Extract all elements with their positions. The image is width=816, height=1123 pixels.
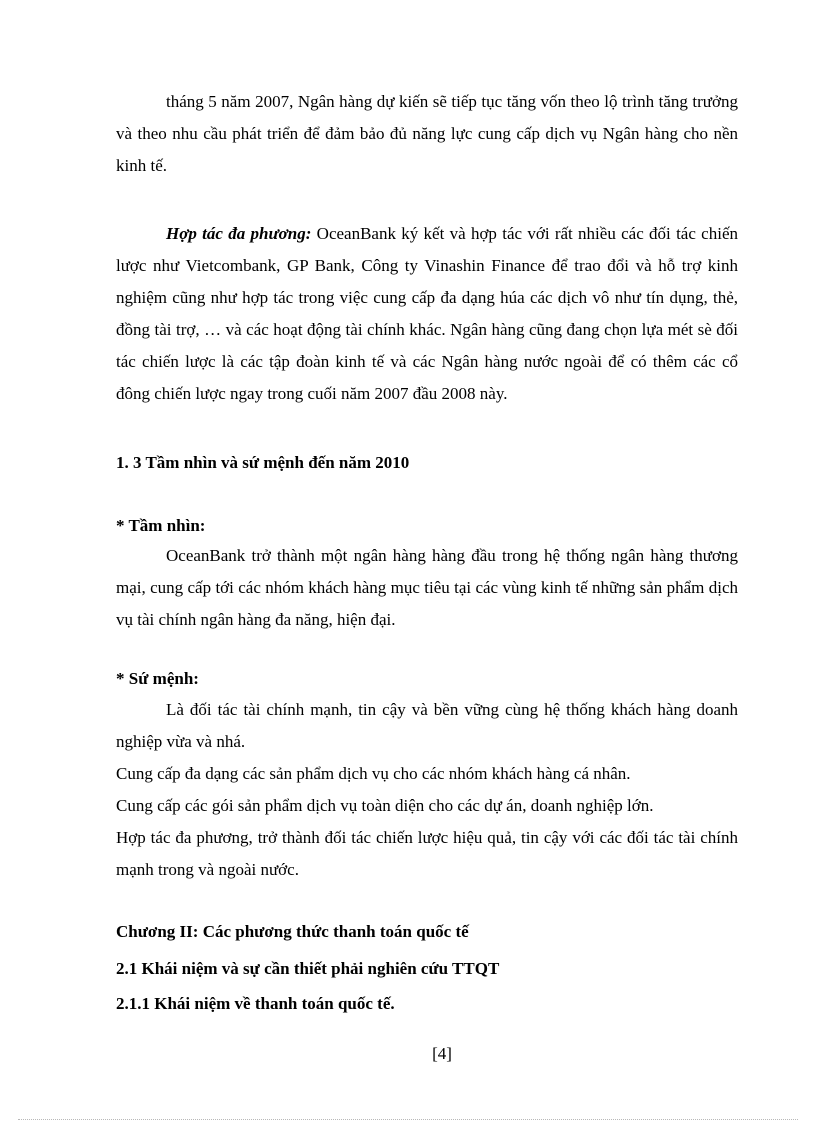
vision-paragraph: OceanBank trở thành một ngân hàng hàng đầu trong hệ thống ngân hàng thương mại, cung cấp tới các nhóm khách hàng mục tiêu tại các vùng kinh tế những sản phẩm dịch vụ tài chính ngân hàng đa năng, hiện đại. [116, 546, 738, 629]
section-heading-2-1-1: 2.1.1 Khái niệm về thanh toán quốc tế. [116, 994, 395, 1013]
chapter-heading: Chương II: Các phương thức thanh toán quốc tế [116, 922, 469, 941]
mission-line-strategic-partnership: Hợp tác đa phương, trở thành đối tác chiến lược hiệu quả, tin cậy với các đối tác tài chính mạnh trong và ngoài nước. [116, 828, 738, 879]
page-bottom-divider [18, 1119, 798, 1120]
mission-line-individual-customers: Cung cấp đa dạng các sản phẩm dịch vụ cho các nhóm khách hàng cá nhân. [116, 764, 631, 783]
paragraph-multilateral-cooperation [116, 218, 738, 410]
section-heading-2-1: 2.1 Khái niệm và sự cần thiết phải nghiên cứu TTQT [116, 959, 500, 978]
multilateral-cooperation-text: OceanBank ký kết và hợp tác với rất nhiều các đối tác chiến lược như Vietcombank, GP Bank, Công ty Vinashin Finance để trao đổi và hỗ trợ kinh nghiệm cũng như hợp tác trong việc cung cấp đa dạng húa các dịch vô như tín dụng, thẻ, đồng tài trợ, … và các hoạt động tài chính khác. Ngân hàng cũng đang chọn lựa mét sè đối tác chiến lược là các tập đoàn kinh tế và các Ngân hàng nước ngoài để có thêm các cổ đông chiến lược ngay trong cuối năm 2007 đầu 2008 này. [116, 224, 738, 403]
mission-paragraph: Là đối tác tài chính mạnh, tin cậy và bền vững cùng hệ thống khách hàng doanh nghiệp vừa và nhá. [116, 700, 738, 751]
vision-heading: * Tầm nhìn: [116, 516, 206, 535]
section-heading-vision-mission: 1. 3 Tầm nhìn và sứ mệnh đến năm 2010 [116, 453, 410, 472]
mission-heading: * Sứ mệnh: [116, 669, 199, 688]
multilateral-cooperation-label: Hợp tác đa phương: [166, 224, 312, 243]
mission-line-project-services: Cung cấp các gói sản phẩm dịch vụ toàn diện cho các dự án, doanh nghiệp lớn. [116, 796, 654, 815]
page-number: [4] [432, 1044, 452, 1063]
paragraph-capital-plan: tháng 5 năm 2007, Ngân hàng dự kiến sẽ tiếp tục tăng vốn theo lộ trình tăng trưởng và theo nhu cầu phát triển để đảm bảo đủ năng lực cung cấp dịch vụ Ngân hàng cho nền kinh tế. [116, 92, 738, 175]
